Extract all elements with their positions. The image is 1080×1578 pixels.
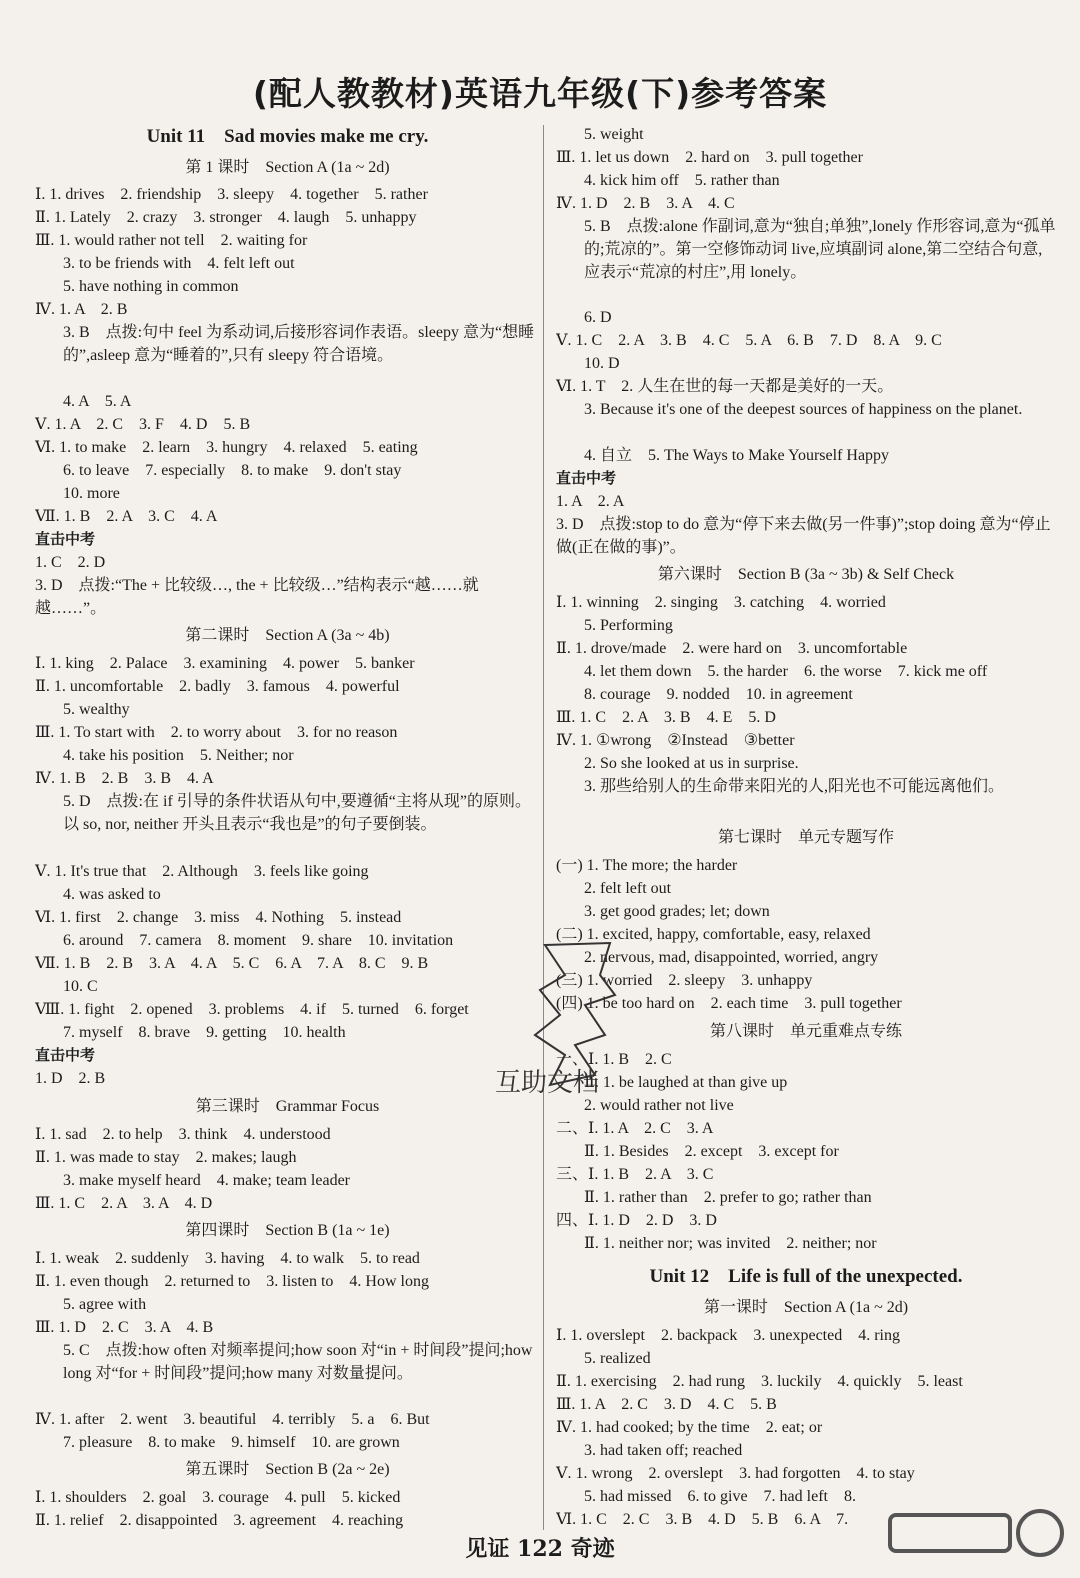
answer-line: Ⅶ. 1. B 2. A 3. C 4. A	[35, 508, 218, 525]
answer-line: 6. to leave 7. especially 8. to make 9. don't stay	[63, 462, 402, 479]
answer-line: Ⅲ. 1. let us down 2. hard on 3. pull together	[556, 149, 863, 166]
answer-line: Ⅳ. 1. had cooked; by the time 2. eat; or	[556, 1419, 823, 1436]
answer-line: 4. A 5. A	[63, 393, 132, 410]
lesson-heading: 第四课时 Section B (1a ~ 1e)	[185, 1222, 390, 1239]
answer-line: Ⅰ. 1. winning 2. singing 3. catching 4. worried	[556, 594, 886, 611]
answer-line: 3. make myself heard 4. make; team leader	[63, 1172, 350, 1189]
answer-explanation: 3. B 点拨:句中 feel 为系动词,后接形容词作表语。sleepy 意为“想睡的”,asleep 意为“睡着的”,只有 sleepy 符合语境。	[63, 324, 535, 364]
answer-line: Ⅵ. 1. first 2. change 3. miss 4. Nothing 5. instead	[35, 909, 402, 926]
answer-line: Ⅳ. 1. D 2. B 3. A 4. C	[556, 195, 735, 212]
answer-line: 10. more	[63, 485, 120, 502]
section-heading: 直击中考	[35, 530, 96, 548]
answer-line: 2. nervous, mad, disappointed, worried, angry	[584, 949, 879, 966]
answer-line: 三、Ⅰ. 1. B 2. A 3. C	[556, 1166, 714, 1183]
answer-line: Ⅲ. 1. would rather not tell 2. waiting for	[35, 232, 308, 249]
section-heading: 直击中考	[35, 1046, 96, 1064]
answer-line: 4. take his position 5. Neither; nor	[63, 747, 294, 764]
answer-explanation: 5. C 点拨:how often 对频率提问;how soon 对“in + 时间段”提问;how long 对“for + 时间段”提问;how many 对数量提问。	[63, 1342, 533, 1382]
answer-line: 1. A 2. A	[556, 493, 625, 510]
answer-line: Ⅱ. 1. Lately 2. crazy 3. stronger 4. laugh 5. unhappy	[35, 209, 417, 226]
answer-line: Ⅵ. 1. C 2. C 3. B 4. D 5. B 6. A 7.	[556, 1511, 849, 1528]
answer-line: Ⅰ. 1. overslept 2. backpack 3. unexpected 4. ring	[556, 1327, 901, 1344]
answer-line: Ⅱ. 1. rather than 2. prefer to go; rather than	[584, 1189, 872, 1206]
unit-heading: Unit 11 Sad movies make me cry.	[146, 126, 429, 147]
answer-line: (四) 1. be too hard on 2. each time 3. pull together	[556, 995, 902, 1012]
lesson-heading: 第 1 课时 Section A (1a ~ 2d)	[185, 159, 390, 176]
lesson-heading: 第三课时 Grammar Focus	[195, 1098, 380, 1115]
answer-line: Ⅶ. 1. B 2. B 3. A 4. A 5. C 6. A 7. A 8. C 9. B	[35, 955, 429, 972]
answer-explanation: 3. D 点拨:stop to do 意为“停下来去做(另一件事)”;stop doing 意为“停止做(正在做的事)”。	[556, 516, 1051, 556]
lesson-heading: 第七课时 单元专题写作	[717, 829, 894, 846]
answer-line: 6. D	[584, 309, 612, 326]
answer-line: Ⅴ. 1. wrong 2. overslept 3. had forgotten 4. to stay	[556, 1465, 915, 1482]
answer-line: Ⅵ. 1. T 2. 人生在世的每一天都是美好的一天。	[556, 378, 894, 395]
answer-line: 10. C	[63, 978, 98, 995]
answer-line: 5. agree with	[63, 1296, 147, 1313]
lesson-heading: 第一课时 Section A (1a ~ 2d)	[703, 1299, 909, 1316]
answer-line: 1. D 2. B	[35, 1070, 106, 1087]
answer-line: Ⅴ. 1. It's true that 2. Although 3. feels like going	[35, 863, 369, 880]
answer-line: Ⅰ. 1. king 2. Palace 3. examining 4. power 5. banker	[35, 655, 415, 672]
answer-line: 5. weight	[584, 126, 644, 143]
answer-line: (一) 1. The more; the harder	[556, 857, 738, 874]
section-heading: 直击中考	[556, 469, 617, 487]
answer-line: Ⅰ. 1. weak 2. suddenly 3. having 4. to walk 5. to read	[35, 1250, 420, 1267]
answer-line: 4. 自立 5. The Ways to Make Yourself Happy	[584, 447, 890, 464]
answer-line: Ⅳ. 1. B 2. B 3. B 4. A	[35, 770, 214, 787]
answer-line: 5. Performing	[584, 617, 673, 634]
answer-line: Ⅲ. 1. A 2. C 3. D 4. C 5. B	[556, 1396, 777, 1413]
answer-line: Ⅱ. 1. even though 2. returned to 3. listen to 4. How long	[35, 1273, 429, 1290]
answer-line: Ⅳ. 1. A 2. B	[35, 301, 128, 318]
answer-line: 3. 那些给别人的生命带来阳光的人,阳光也不可能远离他们。	[584, 778, 1005, 795]
answer-line: (三) 1. worried 2. sleepy 3. unhappy	[556, 972, 813, 989]
answer-line: 3. get good grades; let; down	[584, 903, 770, 920]
answer-line: Ⅱ. 1. uncomfortable 2. badly 3. famous 4. powerful	[35, 678, 400, 695]
column-divider	[543, 125, 544, 1530]
page-title: (配人教教材)英语九年级(下)参考答案	[252, 74, 828, 113]
answer-explanation: 5. B 点拨:alone 作副词,意为“独自;单独”,lonely 作形容词,意为“孤单的;荒凉的”。第一空修饰动词 live,应填副词 alone,第二空结合句意,应表示“荒凉的村庄”,用 lonely。	[584, 218, 1056, 281]
answer-line: Ⅱ. 1. be laughed at than give up	[584, 1074, 788, 1091]
answer-line: 6. around 7. camera 8. moment 9. share 10. invitation	[63, 932, 454, 949]
answer-line: 5. had missed 6. to give 7. had left 8.	[584, 1488, 856, 1505]
answer-line: Ⅴ. 1. C 2. A 3. B 4. C 5. A 6. B 7. D 8. A 9. C	[556, 332, 942, 349]
answer-line: Ⅱ. 1. exercising 2. had rung 3. luckily 4. quickly 5. least	[556, 1373, 963, 1390]
lesson-heading: 第六课时 Section B (3a ~ 3b) & Self Check	[657, 566, 955, 583]
answer-line: Ⅰ. 1. sad 2. to help 3. think 4. understood	[35, 1126, 331, 1143]
answer-line: (二) 1. excited, happy, comfortable, easy, relaxed	[556, 926, 871, 943]
lesson-heading: 第八课时 单元重难点专练	[709, 1023, 902, 1040]
lesson-heading: 第五课时 Section B (2a ~ 2e)	[185, 1461, 390, 1478]
answer-line: Ⅱ. 1. relief 2. disappointed 3. agreement 4. reaching	[35, 1512, 404, 1529]
answer-line: 5. wealthy	[63, 701, 130, 718]
answer-line: 1. C 2. D	[35, 554, 106, 571]
answer-line: Ⅲ. 1. To start with 2. to worry about 3. for no reason	[35, 724, 398, 741]
answer-line: 4. was asked to	[63, 886, 161, 903]
answer-line: Ⅵ. 1. to make 2. learn 3. hungry 4. relaxed 5. eating	[35, 439, 418, 456]
answer-line: 3. Because it's one of the deepest sources of happiness on the planet.	[584, 401, 1023, 418]
answer-line: Ⅱ. 1. neither nor; was invited 2. neither; nor	[584, 1235, 877, 1252]
lesson-heading: 第二课时 Section A (3a ~ 4b)	[185, 627, 390, 644]
answer-line: Ⅲ. 1. D 2. C 3. A 4. B	[35, 1319, 214, 1336]
answer-line: Ⅴ. 1. A 2. C 3. F 4. D 5. B	[35, 416, 251, 433]
answer-line: 5. have nothing in common	[63, 278, 239, 295]
answer-line: 2. So she looked at us in surprise.	[584, 755, 799, 772]
answer-line: 四、Ⅰ. 1. D 2. D 3. D	[556, 1212, 717, 1229]
answer-line: 二、Ⅰ. 1. A 2. C 3. A	[556, 1120, 714, 1137]
answer-line: Ⅱ. 1. Besides 2. except 3. except for	[584, 1143, 839, 1160]
answer-line: 4. let them down 5. the harder 6. the worse 7. kick me off	[584, 663, 988, 680]
answer-line: Ⅰ. 1. drives 2. friendship 3. sleepy 4. together 5. rather	[35, 186, 428, 203]
answer-line: 8. courage 9. nodded 10. in agreement	[584, 686, 853, 703]
page-footer: 见证 122 奇迹	[465, 1536, 615, 1562]
answer-line: Ⅳ. 1. ①wrong ②Instead ③better	[556, 732, 795, 749]
answer-line: Ⅷ. 1. fight 2. opened 3. problems 4. if 5. turned 6. forget	[35, 1001, 469, 1018]
answer-explanation: 5. D 点拨:在 if 引导的条件状语从句中,要遵循“主将从现”的原则。以 so, nor, neither 开头且表示“我也是”的句子要倒装。	[63, 793, 531, 833]
answer-line: 4. kick him off 5. rather than	[584, 172, 780, 189]
answer-line: Ⅱ. 1. was made to stay 2. makes; laugh	[35, 1149, 297, 1166]
answer-line: Ⅰ. 1. shoulders 2. goal 3. courage 4. pull 5. kicked	[35, 1489, 401, 1506]
watermark-text: 互助文档	[495, 1068, 600, 1098]
answer-line: 5. realized	[584, 1350, 651, 1367]
answer-line: 3. had taken off; reached	[584, 1442, 743, 1459]
answer-line: Ⅳ. 1. after 2. went 3. beautiful 4. terribly 5. a 6. But	[35, 1411, 430, 1428]
unit-heading: Unit 12 Life is full of the unexpected.	[649, 1266, 963, 1287]
answer-line: Ⅱ. 1. drove/made 2. were hard on 3. uncomfortable	[556, 640, 908, 657]
answer-line: 7. myself 8. brave 9. getting 10. health	[63, 1024, 346, 1041]
answer-line: Ⅲ. 1. C 2. A 3. B 4. E 5. D	[556, 709, 776, 726]
answer-line: 一、Ⅰ. 1. B 2. C	[556, 1051, 672, 1068]
answer-line: 2. would rather not live	[584, 1097, 734, 1114]
answer-line: 2. felt left out	[584, 880, 672, 897]
answer-explanation: 3. D 点拨:“The + 比较级…, the + 比较级…”结构表示“越……就越……”。	[35, 577, 479, 617]
answer-line: 10. D	[584, 355, 620, 372]
answer-line: Ⅲ. 1. C 2. A 3. A 4. D	[35, 1195, 213, 1212]
answer-line: 3. to be friends with 4. felt left out	[63, 255, 295, 272]
answer-line: 7. pleasure 8. to make 9. himself 10. are grown	[63, 1434, 400, 1451]
